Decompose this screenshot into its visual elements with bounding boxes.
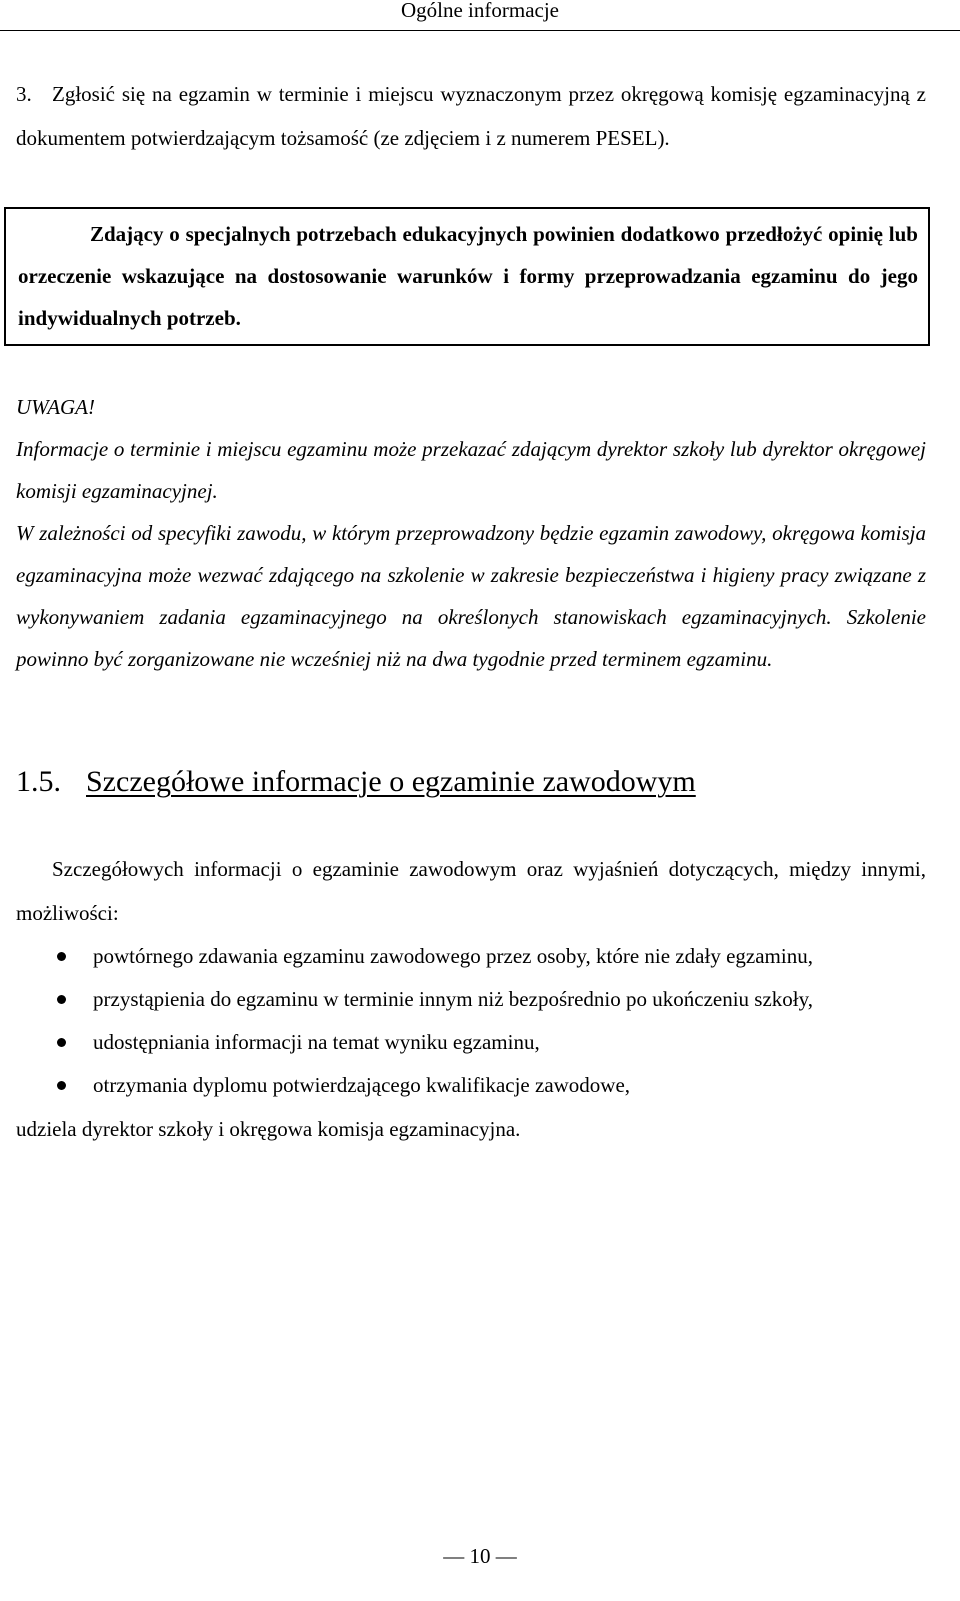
section-body: [16, 847, 926, 1151]
section-title: Szczegółowe informacje o egzaminie zawodowym: [86, 765, 696, 798]
section-closing: udziela dyrektor szkoły i okręgowa komisja egzaminacyjna.: [16, 1117, 521, 1141]
page-number: — 10 —: [443, 1544, 517, 1568]
list-item-number: 3.: [16, 82, 32, 106]
running-header: Ogólne informacje: [400, 0, 560, 22]
list-item-text: Zgłosić się na egzamin w terminie i miejscu wyznaczonym przez okręgową komisję egzaminacyjną z dokumentem potwierdzającym tożsamość (ze zdjęciem i z numerem PESEL).: [16, 82, 926, 150]
notice-box: [4, 207, 930, 346]
bullet-list: [16, 935, 926, 1107]
list-item: powtórnego zdawania egzaminu zawodowego przez osoby, które nie zdały egzaminu,: [16, 935, 926, 978]
notice-box-text: Zdający o specjalnych potrzebach edukacyjnych powinien dodatkowo przedłożyć opinię lub orzeczenie wskazujące na dostosowanie warunków i formy przeprowadzania egzaminu do jego indywidualnych potrzeb.: [18, 222, 918, 330]
bullet-icon: [57, 1038, 66, 1047]
bullet-icon: [57, 1081, 66, 1090]
section-intro-paragraph: [16, 847, 926, 935]
bullet-icon: [57, 952, 66, 961]
remark-title: UWAGA!: [16, 395, 96, 419]
section-intro: Szczegółowych informacji o egzaminie zawodowym oraz wyjaśnień dotyczących, między innymi, możliwości:: [16, 857, 926, 925]
remark-paragraph-1: Informacje o terminie i miejscu egzaminu może przekazać zdającym dyrektor szkoły lub dyrektor okręgowej komisji egzaminacyjnej.: [16, 437, 926, 503]
section-number: 1.5.: [16, 765, 61, 798]
header-divider: [0, 30, 960, 31]
list-item: przystąpienia do egzaminu w terminie innym niż bezpośrednio po ukończeniu szkoły,: [16, 978, 926, 1021]
numbered-list-item: [16, 72, 926, 160]
section-heading: [16, 760, 926, 804]
remark-paragraph-2: W zależności od specyfiki zawodu, w którym przeprowadzony będzie egzamin zawodowy, okręgowa komisja egzaminacyjna może wezwać zdającego na szkolenie w zakresie bezpieczeństwa i higieny pracy związane z wykonywaniem zadania egzaminacyjnego na określonych stanowiskach egzaminacyjnych. Szkolenie powinno być zorganizowane nie wcześniej niż na dwa tygodnie przed terminem egzaminu.: [16, 521, 926, 671]
list-item: otrzymania dyplomu potwierdzającego kwalifikacje zawodowe,: [16, 1064, 926, 1107]
remark-block: [16, 386, 926, 680]
list-item: udostępniania informacji na temat wyniku egzaminu,: [16, 1021, 926, 1064]
bullet-icon: [57, 995, 66, 1004]
